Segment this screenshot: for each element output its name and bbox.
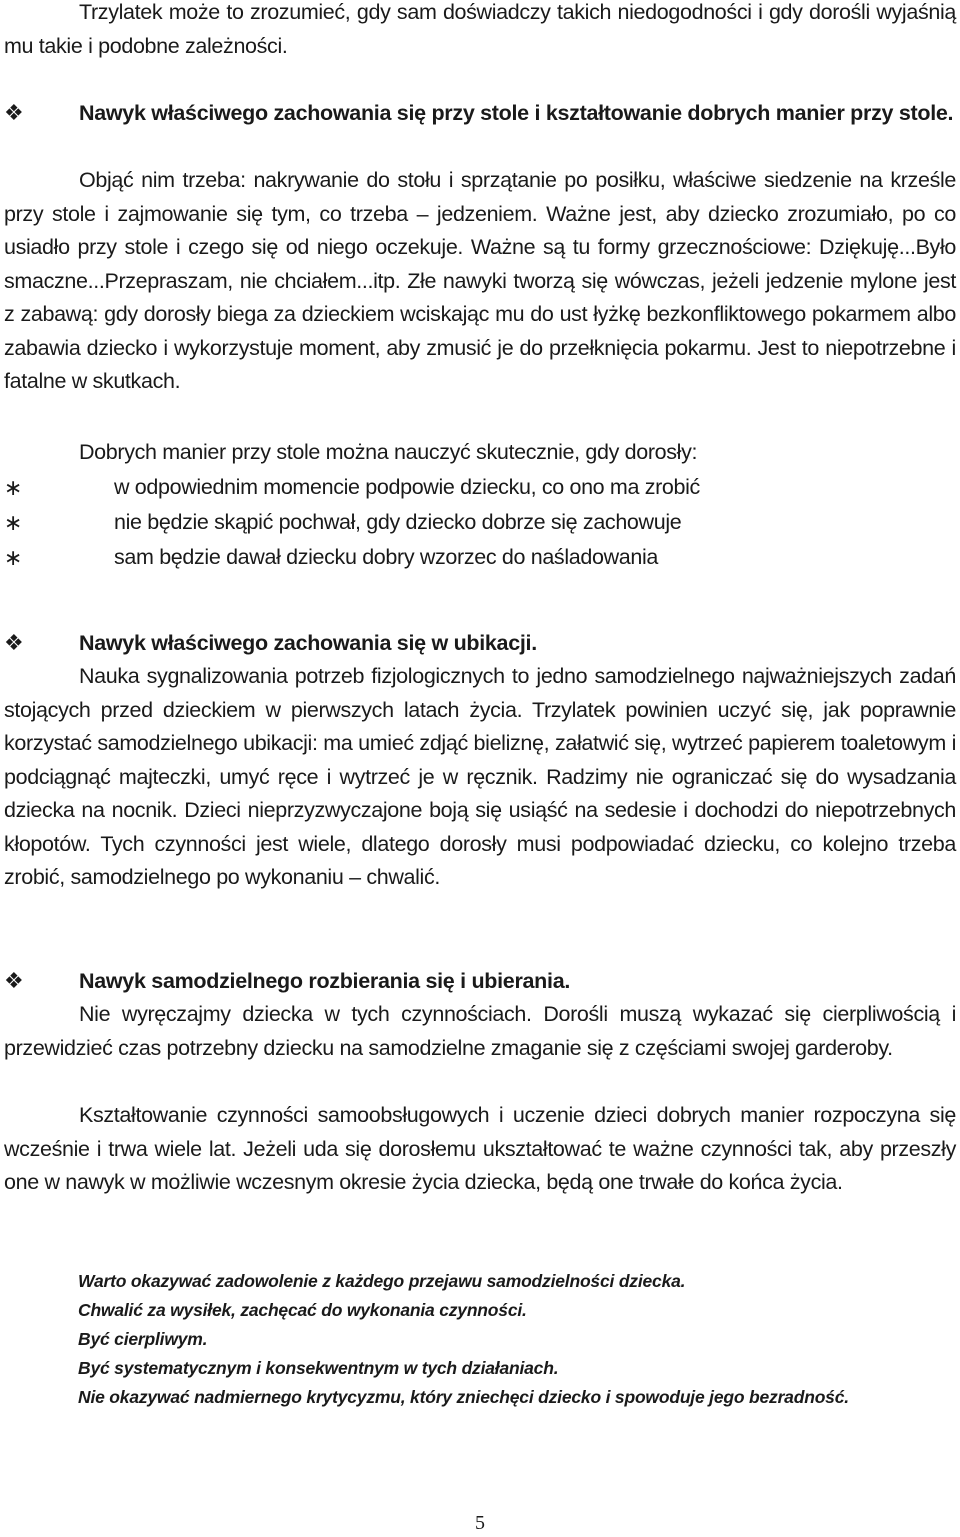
table-manners-intro-line: Dobrych manier przy stole można nauczyć skutecznie, gdy dorosły: [79,440,698,464]
asterisk-bullet-icon: ∗ [4,475,23,500]
diamond-bullet-icon: ❖ [4,630,24,655]
diamond-bullet-icon: ❖ [4,100,24,125]
tip-line: Warto okazywać zadowolenie z każdego przejawu samodzielności dziecka. [78,1271,686,1291]
toilet-paragraph: Nauka sygnalizowania potrzeb fizjologicznych to jedno samodzielnego najważniejszych zadań stojących przed dzieckiem w pierwszych latach życia. Trzylatek powinien uczyć się, jak poprawnie korzystać samodzielnego ubikacji: ma umieć zdjąć bieliznę, załatwić się, wytrzeć papierem toaletowym i podciągnąć majteczki, umyć ręce i wytrzeć je w ręcznik. Radzimy nie ograniczać się do wysadzania dziecka na nocnik. Dzieci nieprzyzwyczajone boją się usiąść na sedesie i dochodzi do niepotrzebnych kłopotów. Tych czynności jest wiele, dlatego dorosły musi podpowiadać dziecku, co kolejno trzeba zrobić, samodzielnego po wykonaniu – chwalić. [4,664,956,889]
table-manners-paragraph: Objąć nim trzeba: nakrywanie do stołu i sprzątanie po posiłku, właściwe siedzenie na krześle przy stole i zajmowanie się tym, co trzeba – jedzeniem. Ważne jest, aby dziecko zrozumiało, po co usiadło przy stole i czego się od niego oczekuje. Ważne są tu formy grzecznościowe: Dziękuję...Było smaczne...Przepraszam, nie chciałem...itp. Złe nawyki tworzą się wówczas, jeżeli jedzenie mylone jest z zabawą: gdy dorosły biega za dzieckiem wciskając mu do ust łyżkę bezkonfliktowego pokarmem albo zabawia dziecko i wykorzystuje moment, aby zmusić je do przełknięcia pokarmu. Jest to niepotrzebne i fatalne w skutkach. [4,168,956,393]
page-number: 5 [475,1512,485,1534]
section-heading-dressing [4,964,956,999]
list-item-text: nie będzie skąpić pochwał, gdy dziecko dobrze się zachowuje [114,510,682,534]
section-heading-table-manners [4,96,956,131]
heading-text: Nawyk właściwego zachowania się przy stole i kształtowanie dobrych manier przy stole. [79,101,954,125]
list-item-text: sam będzie dawał dziecku dobry wzorzec do naśladowania [114,545,658,569]
dressing-paragraph-1: Nie wyręczajmy dziecka w tych czynnościach. Dorośli muszą wykazać się cierpliwością i przewidzieć czas potrzebny dziecku na samodzielne zmaganie się z częściami swojej garderoby. [4,1002,956,1060]
list-item-text: w odpowiednim momencie podpowie dziecku, co ono ma zrobić [114,475,700,499]
intro-paragraph: Trzylatek może to zrozumieć, gdy sam doświadczy takich niedogodności i gdy dorośli wyjaśnią mu takie i podobne zależności. [4,0,956,58]
dressing-paragraph-2: Kształtowanie czynności samoobsługowych i uczenie dzieci dobrych manier rozpoczyna się wcześnie i trwa wiele lat. Jeżeli uda się dorosłemu ukształtować te ważne czynności tak, aby przeszły one w nawyk w możliwie wczesnym okresie życia dziecka, będą one trwałe do końca życia. [4,1103,956,1194]
asterisk-bullet-icon: ∗ [4,545,23,570]
section-heading-toilet [4,626,956,661]
tip-line: Być cierpliwym. [78,1329,208,1349]
diamond-bullet-icon: ❖ [4,968,24,993]
tip-line: Być systematycznym i konsekwentnym w tych działaniach. [78,1358,559,1378]
asterisk-bullet-icon: ∗ [4,510,23,535]
tip-line: Chwalić za wysiłek, zachęcać do wykonania czynności. [78,1300,527,1320]
tip-line: Nie okazywać nadmiernego krytycyzmu, który zniechęci dziecko i spowoduje jego bezradność. [78,1387,849,1407]
heading-text: Nawyk właściwego zachowania się w ubikacji. [79,631,537,655]
heading-text: Nawyk samodzielnego rozbierania się i ubierania. [79,969,571,993]
